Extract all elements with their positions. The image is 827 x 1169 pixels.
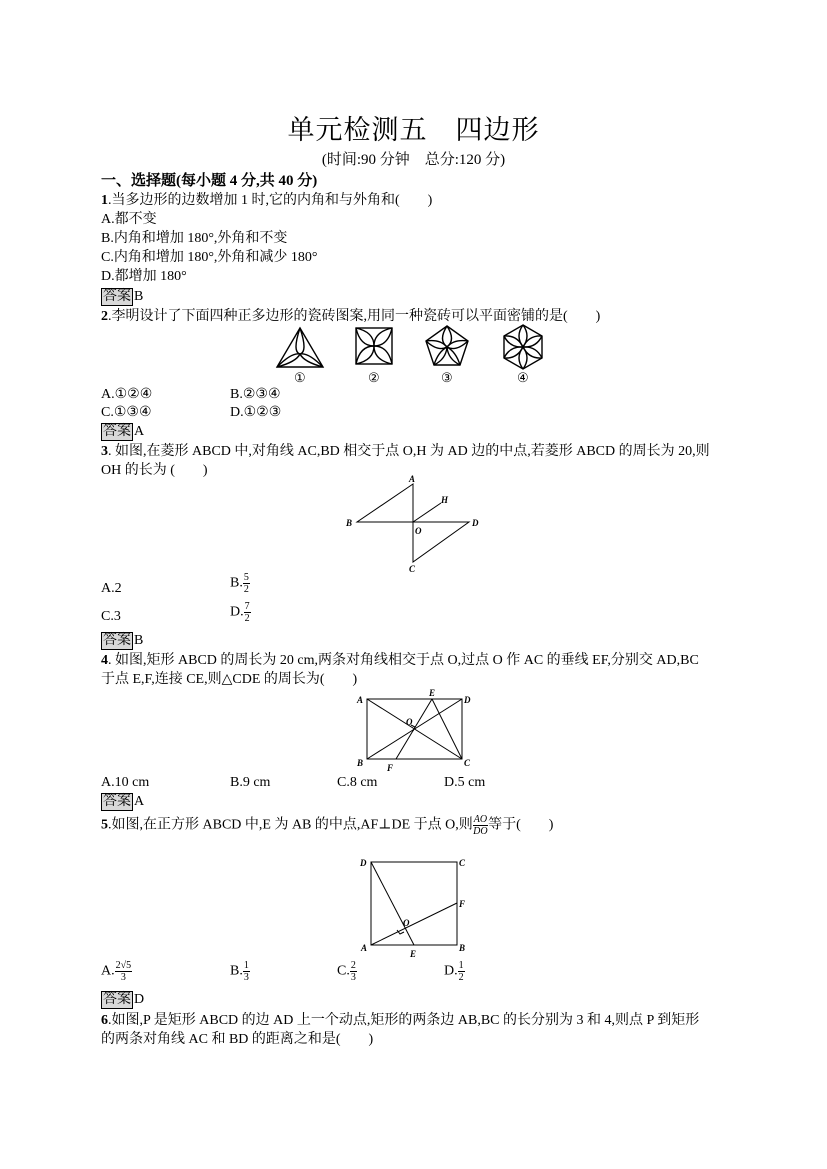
q2-option-a: A.①②④	[101, 387, 153, 402]
answer-badge: 答案	[103, 633, 131, 648]
label-E: E	[429, 688, 436, 698]
answer-badge: 答案	[103, 424, 131, 439]
q2-option-d: D.①②③	[230, 405, 282, 420]
q3-option-a: A.2	[101, 581, 122, 596]
answer-badge: 答案	[103, 992, 131, 1007]
q3-rhombus-figure	[345, 476, 485, 576]
question-3: 3. 如图,在菱形 ABCD 中,对角线 AC,BD 相交于点 O,H 为 AD 边的中点,若菱形 ABCD 的周长为 20,则	[101, 444, 710, 459]
label-A: A	[409, 474, 416, 484]
section-header: 一、选择题(每小题 4 分,共 40 分)	[101, 173, 318, 189]
label-F: F	[459, 899, 466, 909]
q3-option-c: C.3	[101, 609, 121, 624]
tile-label-1: ①	[294, 370, 306, 385]
tile-square	[356, 328, 392, 364]
label-E: E	[410, 949, 417, 959]
question-3-cont: OH 的长为 ( )	[101, 463, 208, 478]
label-F: F	[387, 763, 394, 773]
q5-option-c: C. $\frac{2}{3}$	[337, 960, 356, 983]
q2-option-b: B.②③④	[230, 387, 281, 402]
q2-tile-patterns	[270, 322, 570, 388]
label-O: O	[415, 526, 422, 536]
q4-option-c: C.8 cm	[337, 775, 378, 790]
question-4: 4. 如图,矩形 ABCD 的周长为 20 cm,两条对角线相交于点 O,过点 O 作 AC 的垂线 EF,分别交 AD,BC	[101, 653, 699, 668]
q1-option-b: B.内角和增加 180°,外角和不变	[101, 231, 288, 246]
label-B: B	[346, 518, 353, 528]
label-O: O	[406, 717, 413, 727]
q1-option-a: A.都不变	[101, 212, 157, 227]
q2-option-c: C.①③④	[101, 405, 152, 420]
q4-answer: 答案 A	[103, 794, 145, 809]
label-B: B	[357, 758, 364, 768]
q4-rectangle-figure	[353, 688, 483, 776]
exam-info: (时间:90 分钟 总分:120 分)	[321, 152, 506, 168]
label-C: C	[459, 858, 466, 868]
tile-label-3: ③	[441, 370, 453, 385]
label-D: D	[472, 518, 479, 528]
label-A: A	[357, 695, 364, 705]
label-D: D	[360, 858, 367, 868]
question-5: 5.如图,在正方形 ABCD 中,E 为 AB 的中点,AF⊥DE 于点 O,则 $\frac{AO}{DO}$ 等于( )	[101, 814, 554, 837]
label-C: C	[409, 564, 416, 574]
question-6: 6.如图,P 是矩形 ABCD 的边 AD 上一个动点,矩形的两条边 AB,BC 的长分别为 3 和 4,则点 P 到矩形	[101, 1013, 700, 1028]
tile-label-2: ②	[368, 370, 380, 385]
question-4-cont: 于点 E,F,连接 CE,则△CDE 的周长为( )	[101, 672, 358, 687]
question-1: 1.当多边形的边数增加 1 时,它的内角和与外角和( )	[101, 193, 433, 208]
q4-option-a: A.10 cm	[101, 775, 150, 790]
label-H: H	[441, 495, 449, 505]
q4-option-d: D.5 cm	[444, 775, 486, 790]
page-title: 单元检测五 四边形	[287, 115, 540, 146]
tile-label-4: ④	[517, 370, 529, 385]
q1-option-d: D.都增加 180°	[101, 269, 187, 284]
q5-option-d: D. $\frac{1}{2}$	[444, 960, 464, 983]
label-O: O	[403, 918, 410, 928]
label-D: D	[464, 695, 471, 705]
label-C: C	[464, 758, 471, 768]
label-B: B	[459, 943, 466, 953]
q4-option-b: B.9 cm	[230, 775, 271, 790]
question-2: 2.李明设计了下面四种正多边形的瓷砖图案,用同一种瓷砖可以平面密铺的是( )	[101, 309, 601, 324]
tile-pentagon	[426, 326, 468, 365]
q3-option-d: D. $\frac{7}{2}$	[230, 601, 250, 624]
q5-option-a: A. $\frac{2√5}{3}$	[101, 960, 132, 983]
q5-square-figure	[355, 852, 475, 960]
answer-badge: 答案	[103, 794, 131, 809]
q3-answer: 答案 B	[103, 633, 144, 648]
q5-option-b: B. $\frac{1}{3}$	[230, 960, 249, 983]
tile-triangle	[277, 328, 323, 367]
q2-answer: 答案 A	[103, 424, 145, 439]
q1-answer: 答案 B	[103, 289, 144, 304]
q3-option-b: B. $\frac{5}{2}$	[230, 572, 249, 595]
q1-option-c: C.内角和增加 180°,外角和减少 180°	[101, 250, 318, 265]
label-A: A	[361, 943, 368, 953]
tile-hexagon	[504, 325, 542, 369]
answer-badge: 答案	[103, 289, 131, 304]
question-6-cont: 的两条对角线 AC 和 BD 的距离之和是( )	[101, 1032, 374, 1047]
q5-answer: 答案 D	[103, 992, 145, 1007]
